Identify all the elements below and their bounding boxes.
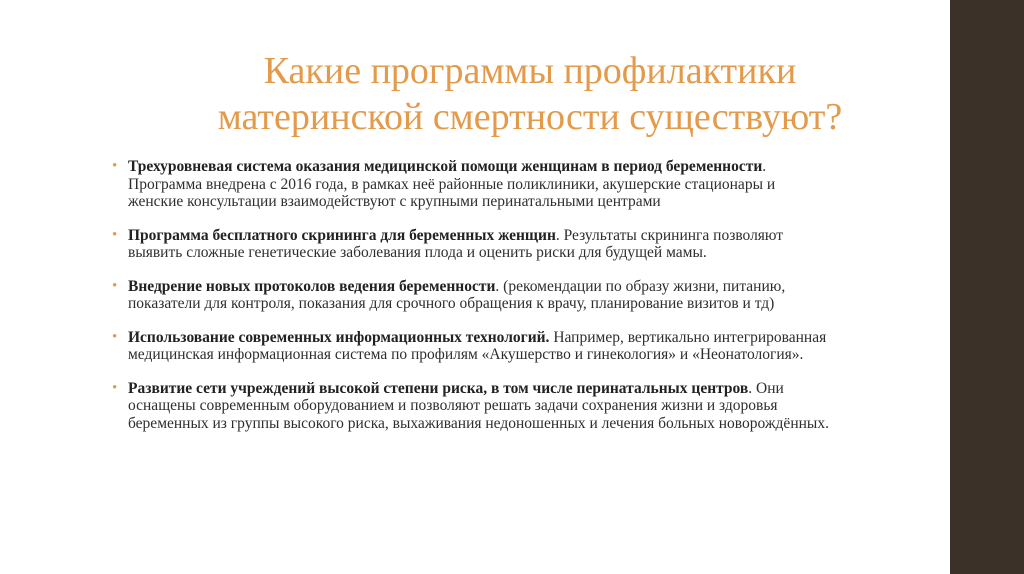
bullet-marker: • xyxy=(112,277,118,294)
right-accent-bar xyxy=(950,0,1024,574)
bullet-item xyxy=(112,158,832,211)
bullet-text: . (рекомендации по образу жизни, питанию, показатели для контроля, показания для срочного обращения к врачу, планирование визитов и тд) xyxy=(128,277,786,312)
bullet-marker: • xyxy=(112,328,118,345)
bullet-text: . Программа внедрена с 2016 года, в рамках неё районные поликлиники, акушерские стационары и женские консультации взаимодействуют с крупными перинатальными центрами xyxy=(128,158,776,210)
bullet-item xyxy=(112,278,832,313)
bullet-marker: • xyxy=(112,158,118,174)
bullet-marker: • xyxy=(112,226,118,243)
bullet-marker: • xyxy=(112,379,118,396)
bullet-text: . Результаты скрининга позволяют выявить сложные генетические заболевания плода и оценить риски для будущей мамы. xyxy=(128,226,784,261)
bullet-heading: Трехуровневая система оказания медицинской помощи женщинам в период беременности xyxy=(128,158,763,175)
bullet-list xyxy=(112,158,832,448)
bullet-text: Например, вертикально интегрированная медицинская информационная система по профилям «Акушерство и гинекология» и «Неонатология». xyxy=(128,328,827,363)
bullet-item xyxy=(112,380,832,433)
bullet-heading: Программа бесплатного скрининга для беременных женщин xyxy=(128,226,556,244)
bullet-item xyxy=(112,227,832,262)
slide-title: Какие программы профилактики материнской смертности существуют? xyxy=(217,50,843,138)
bullet-heading: Внедрение новых протоколов ведения беременности xyxy=(128,277,496,295)
bullet-heading: Развитие сети учреждений высокой степени риска, в том числе перинатальных центров xyxy=(128,379,749,397)
bullet-item xyxy=(112,329,832,364)
bullet-text: . Они оснащены современным оборудованием и позволяют решать задачи сохранения жизни и здоровья беременных из группы высокого риска, выхаживания недоношенных и лечения больных новорождённых. xyxy=(128,379,829,432)
bullet-heading: Использование современных информационных технологий. xyxy=(128,328,550,346)
